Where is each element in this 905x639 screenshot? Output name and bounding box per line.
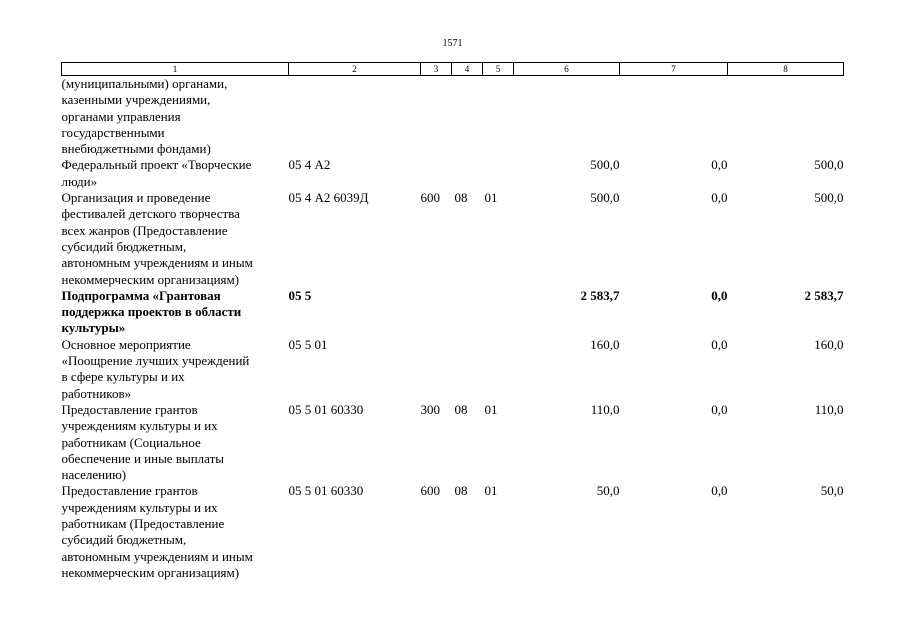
row-name: Предоставление грантов учреждениям культуры и их работникам (Предоставление субсидий бюджетным, автономным учреждениям и иным некоммерческим организациям) (61, 483, 253, 580)
header-cell-3: 3 (421, 63, 452, 76)
row-vr (421, 337, 452, 402)
row-pr: 01 (484, 483, 498, 499)
row-value-total: 50,0 (820, 483, 844, 499)
row-value-total: 2 583,7 (804, 287, 844, 303)
row-name: Организация и проведение фестивалей детского творчества всех жанров (Предоставление субсидий бюджетным, автономным учреждениям и иным некоммерческим организациям) (61, 190, 253, 287)
row-value-2020: 2 583,7 (580, 287, 620, 303)
row-value-change: 0,0 (711, 190, 728, 206)
header-cell-2: 2 (289, 63, 421, 76)
row-vr: 300 (420, 401, 440, 417)
table-row (62, 190, 844, 288)
row-pr: 01 (484, 401, 498, 417)
row-pr: 01 (484, 190, 498, 206)
row-vr (421, 288, 452, 337)
budget-table (61, 62, 844, 581)
table-row (62, 483, 844, 581)
row-code: 05 5 01 (288, 336, 328, 352)
table-row (62, 402, 844, 483)
row-rz (452, 157, 483, 190)
row-pr (483, 157, 514, 190)
row-rz: 08 (454, 483, 468, 499)
row-vr (421, 157, 452, 190)
row-value-total: 160,0 (814, 336, 844, 352)
row-value-2020: 500,0 (590, 190, 620, 206)
row-value-change: 0,0 (711, 157, 728, 173)
row-name: Предоставление грантов учреждениям культуры и их работникам (Социальное обеспечение и иные выплаты населению) (61, 401, 224, 483)
row-value-change: 0,0 (711, 287, 728, 303)
table-row (62, 337, 844, 402)
row-value-change (620, 76, 728, 158)
page-number: 1571 (442, 38, 463, 49)
table-row (62, 288, 844, 337)
row-code: 05 5 (288, 287, 312, 303)
row-value-2020: 50,0 (596, 483, 620, 499)
header-cell-1: 1 (62, 63, 289, 76)
header-cell-4: 4 (452, 63, 483, 76)
row-rz (452, 288, 483, 337)
header-cell-7: 7 (620, 63, 728, 76)
header-cell-6: 6 (514, 63, 620, 76)
header-cell-5: 5 (483, 63, 514, 76)
row-value-total: 500,0 (814, 157, 844, 173)
row-rz (452, 76, 483, 158)
row-code: 05 5 01 60330 (288, 401, 364, 417)
table-row (62, 157, 844, 190)
row-rz: 08 (454, 401, 468, 417)
row-rz (452, 337, 483, 402)
row-value-2020: 110,0 (590, 401, 620, 417)
row-vr: 600 (420, 483, 440, 499)
table-header-row (62, 63, 844, 76)
row-value-total: 500,0 (814, 190, 844, 206)
row-name: Подпрограмма «Грантовая поддержка проектов в области культуры» (61, 287, 242, 336)
row-value-change: 0,0 (711, 483, 728, 499)
row-pr (483, 337, 514, 402)
row-vr: 600 (420, 190, 440, 206)
row-name: Федеральный проект «Творческие люди» (61, 157, 252, 189)
row-value-2020: 500,0 (590, 157, 620, 173)
row-value-change: 0,0 (711, 336, 728, 352)
row-value-total (728, 76, 844, 158)
row-code (289, 76, 421, 158)
row-code: 05 4 А2 (288, 157, 331, 173)
table-row (62, 76, 844, 158)
row-value-total: 110,0 (814, 401, 844, 417)
row-value-2020: 160,0 (590, 336, 620, 352)
row-code: 05 5 01 60330 (288, 483, 364, 499)
row-pr (483, 288, 514, 337)
row-vr (421, 76, 452, 158)
header-cell-8: 8 (728, 63, 844, 76)
row-value-2020 (514, 76, 620, 158)
row-name: (муниципальными) органами, казенными учреждениями, органами управления государственными внебюджетными фондами) (61, 76, 228, 157)
row-rz: 08 (454, 190, 468, 206)
row-pr (483, 76, 514, 158)
row-value-change: 0,0 (711, 401, 728, 417)
row-name: Основное мероприятие «Поощрение лучших учреждений в сфере культуры и их работников» (61, 336, 250, 401)
row-code: 05 4 А2 6039Д (288, 190, 369, 206)
